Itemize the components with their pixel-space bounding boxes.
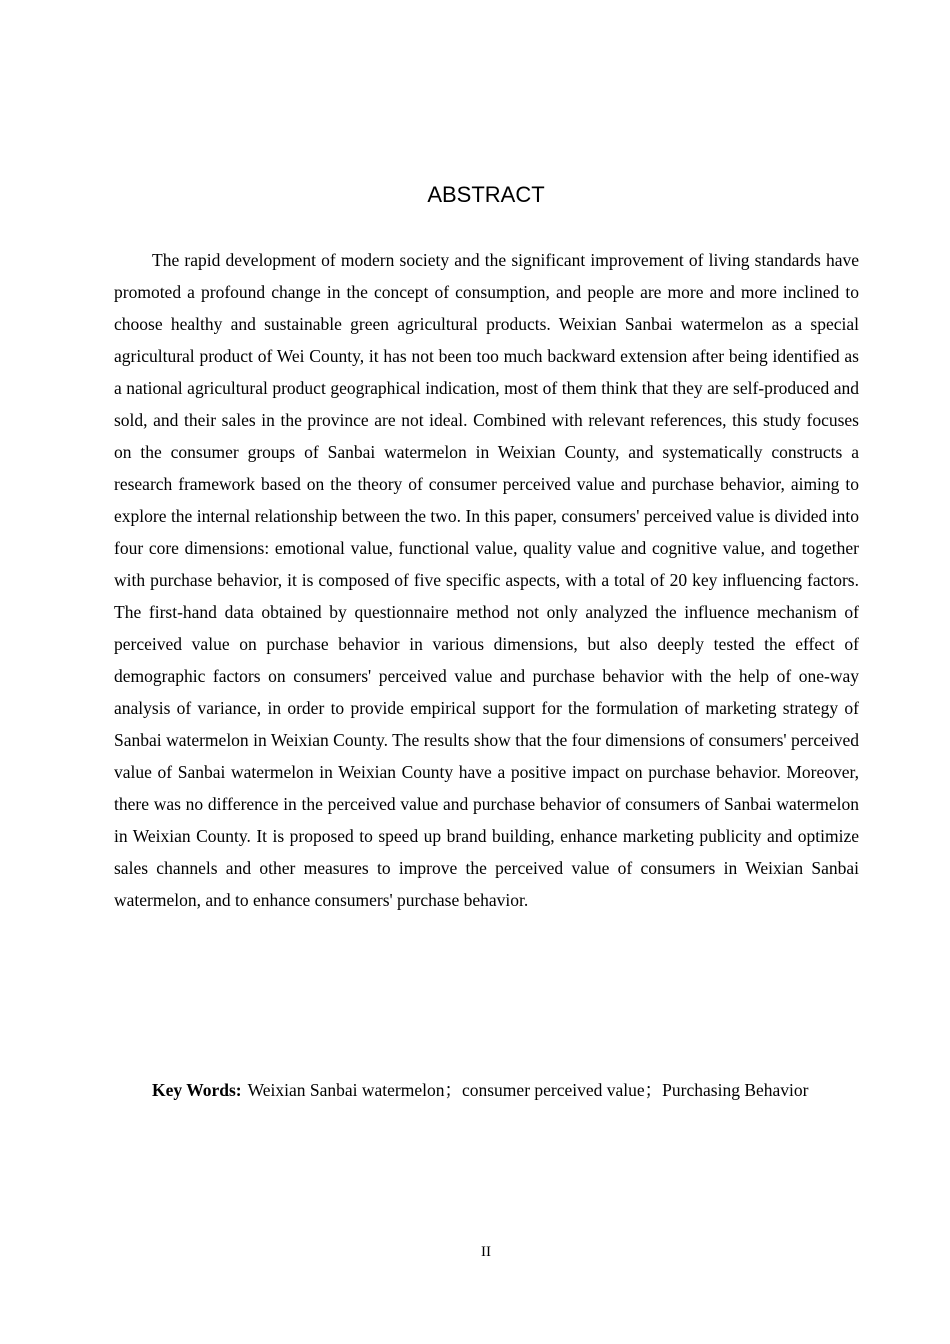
page-number: II (481, 1244, 491, 1260)
keywords-label: Key Words: (152, 1080, 242, 1100)
abstract-title: ABSTRACT (427, 182, 545, 207)
keywords-text: Weixian Sanbai watermelon；consumer perceived value；Purchasing Behavior (247, 1080, 809, 1100)
abstract-body: The rapid development of modern society and the significant improvement of living standards have promoted a profound change in the concept of consumption, and people are more and more inclined to choose healthy and sustainable green agricultural products. Weixian Sanbai watermelon as a special agricultural product of Wei County, it has not been too much backward extension after being identified as a national agricultural product geographical indication, most of them think that they are self-produced and sold, and their sales in the province are not ideal. Combined with relevant references, this study focuses on the consumer groups of Sanbai watermelon in Weixian County, and systematically constructs a research framework based on the theory of consumer perceived value and purchase behavior, aiming to explore the internal relationship between the two. In this paper, consumers' perceived value is divided into four core dimensions: emotional value, functional value, quality value and cognitive value, and together with purchase behavior, it is composed of five specific aspects, with a total of 20 key influencing factors. The first-hand data obtained by questionnaire method not only analyzed the influence mechanism of perceived value on purchase behavior in various dimensions, but also deeply tested the effect of demographic factors on consumers' perceived value and purchase behavior with the help of one-way analysis of variance, in order to provide empirical support for the formulation of marketing strategy of Sanbai watermelon in Weixian County. The results show that the four dimensions of consumers' perceived value of Sanbai watermelon in Weixian County have a positive impact on purchase behavior. Moreover, there was no difference in the perceived value and purchase behavior of consumers of Sanbai watermelon in Weixian County. It is proposed to speed up brand building, enhance marketing publicity and optimize sales channels and other measures to improve the perceived value of consumers in Weixian Sanbai watermelon, and to enhance consumers' purchase behavior. (114, 250, 859, 910)
keywords-paragraph (114, 1074, 859, 1106)
